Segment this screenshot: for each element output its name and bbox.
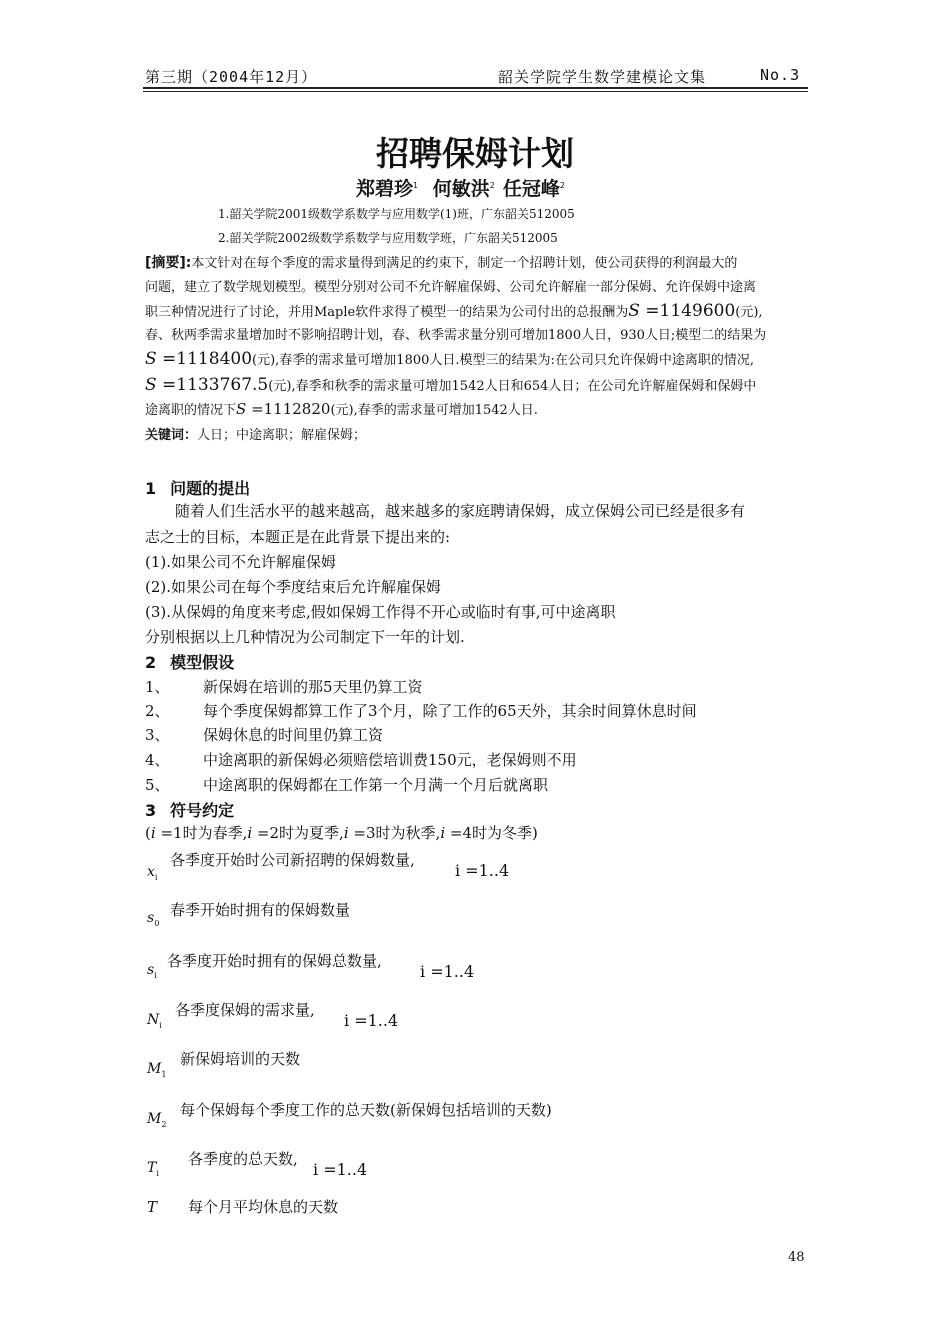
winter-text: 时为冬季) xyxy=(472,824,538,842)
value-s4: =1112820 xyxy=(246,400,331,418)
symbol-x-i xyxy=(147,864,157,882)
assumption-3-number: 3、 xyxy=(145,726,170,744)
autumn-text: 时为秋季, xyxy=(375,824,441,842)
author-3-sup: 2 xyxy=(559,180,565,190)
symbol-var: N xyxy=(147,1012,160,1028)
symbol-s-i xyxy=(147,962,157,980)
abstract-line-1 xyxy=(145,252,737,275)
symbol-var: T xyxy=(147,1198,158,1216)
symbol-m-1 xyxy=(147,1061,166,1079)
s1-paragraph-line-1: 随着人们生活水平的越来越高，越来越多的家庭聘请保姆，成立保姆公司已经是很多有 xyxy=(175,502,746,520)
symbol-var: M xyxy=(147,1111,162,1127)
section-1-number: 1 xyxy=(145,479,157,498)
abstract-unit-1: (元), xyxy=(735,305,763,320)
symbol-sub: i xyxy=(159,1020,162,1030)
abstract-text-7b: (元),春季的需求量可增加1542人日. xyxy=(330,403,538,418)
symbol-n-i-desc: 各季度保姆的需求量, xyxy=(175,1001,315,1019)
var-i: i xyxy=(150,824,156,842)
paren-open: ( xyxy=(145,824,151,842)
header-right: No.3 xyxy=(760,66,801,84)
author-line xyxy=(356,174,573,201)
eq-4: =4 xyxy=(445,824,473,842)
symbol-m-2-desc: 每个保姆每个季度工作的总天数(新保姆包括培训的天数) xyxy=(180,1101,552,1119)
eq-2: =2 xyxy=(252,824,280,842)
symbol-s-0 xyxy=(147,910,159,928)
abstract-label: [摘要]: xyxy=(145,255,192,271)
symbol-var: M xyxy=(147,1061,162,1077)
formula-s3 xyxy=(145,375,268,395)
summer-text: 时为夏季, xyxy=(279,824,344,842)
symbol-m-2 xyxy=(147,1111,166,1129)
abstract-line-5 xyxy=(145,348,754,372)
abstract-text-5: (元),春季的需求量可增加1800人日.模型三的结果为:在公司只允许保姆中途离职的情况, xyxy=(252,353,755,368)
assumption-1-text: 新保姆在培训的那5天里仍算工资 xyxy=(203,678,423,696)
formula-s4 xyxy=(236,400,330,418)
author-2-sup: 2 xyxy=(489,180,495,190)
abstract-text-6: (元),春季和秋季的需求量可增加1542人日和654人日；在公司允许解雇保姆和保姆中 xyxy=(268,379,757,394)
symbol-m-1-desc: 新保姆培训的天数 xyxy=(180,1050,301,1068)
s1-item-3: (3).从保姆的角度来考虑,假如保姆工作得不开心或临时有事,可中途离职 xyxy=(145,603,616,621)
symbol-sub: 2 xyxy=(161,1119,167,1129)
var-i: i xyxy=(247,824,253,842)
assumption-2-number: 2、 xyxy=(145,702,170,720)
symbol-t-i-desc: 各季度的总天数, xyxy=(188,1150,298,1168)
symbol-sub: 1 xyxy=(161,1069,167,1079)
section-3-title: 符号约定 xyxy=(170,801,235,820)
paper-title: 招聘保姆计划 xyxy=(376,134,574,173)
symbol-x-i-range: i =1..4 xyxy=(455,861,510,880)
assumption-4-number: 4、 xyxy=(145,751,170,769)
symbol-t-desc: 每个月平均休息的天数 xyxy=(188,1198,339,1216)
eq-1: =1 xyxy=(155,824,183,842)
value-s2: =1118400 xyxy=(156,349,253,369)
var-i: i xyxy=(343,824,349,842)
symbol-sub: i xyxy=(154,872,158,882)
affiliation-2: 2.韶关学院2002级数学系数学与应用数学班，广东韶关512005 xyxy=(218,231,558,245)
symbol-x-i-desc: 各季度开始时公司新招聘的保姆数量, xyxy=(170,851,415,869)
symbol-s-0-desc: 春季开始时拥有的保姆数量 xyxy=(170,901,351,919)
abstract-line-6 xyxy=(145,374,756,398)
s1-item-2: (2).如果公司在每个季度结束后允许解雇保姆 xyxy=(145,578,442,596)
symbol-t-i xyxy=(147,1160,159,1178)
spring-text: 时为春季, xyxy=(182,824,248,842)
symbol-t-i-range: i =1..4 xyxy=(313,1160,368,1179)
value-s3: =1133767.5 xyxy=(156,375,269,395)
abstract-line-7 xyxy=(145,398,538,422)
abstract-text-1: 本文针对在每个季度的需求量得到满足的约束下，制定一个招聘计划，使公司获得的利润最大的 xyxy=(191,256,738,271)
symbol-var: s xyxy=(147,910,155,926)
symbol-t xyxy=(147,1198,157,1216)
section-2-heading xyxy=(145,650,234,673)
symbol-s-i-desc: 各季度开始时拥有的保姆总数量, xyxy=(167,952,382,970)
author-1-sup: 1 xyxy=(413,180,419,190)
abstract-line-4: 春、秋两季需求量增加时不影响招聘计划，春、秋季需求量分别可增加1800人日，930人日;模型二的结果为 xyxy=(145,328,767,343)
section-3-number: 3 xyxy=(145,801,157,820)
author-2: 何敏洪 xyxy=(432,178,490,200)
symbol-n-i-range: i =1..4 xyxy=(344,1011,399,1030)
assumption-3-text: 保姆休息的时间里仍算工资 xyxy=(203,726,384,744)
keywords xyxy=(145,424,366,447)
symbol-var: x xyxy=(147,864,155,880)
s1-paragraph-line-2: 志之士的目标，本题正是在此背景下提出来的: xyxy=(145,528,451,546)
symbol-var: s xyxy=(147,962,155,978)
assumption-5-text: 中途离职的保姆都在工作第一个月满一个月后就离职 xyxy=(203,776,549,794)
assumption-5-number: 5、 xyxy=(145,776,170,794)
symbol-sub: i xyxy=(156,1168,159,1178)
symbol-n-i xyxy=(147,1012,162,1030)
abstract-text-7a: 途离职的情况下 xyxy=(145,403,237,418)
s1-item-1: (1).如果公司不允许解雇保姆 xyxy=(145,553,337,571)
header-rule-thin xyxy=(143,91,808,92)
var-s: S xyxy=(628,301,640,321)
value-s1: =1149600 xyxy=(639,301,736,321)
header-left: 第三期（2004年12月） xyxy=(145,68,318,86)
section-2-number: 2 xyxy=(145,653,157,672)
var-i: i xyxy=(440,824,446,842)
affiliation-1: 1.韶关学院2001级数学系数学与应用数学(1)班，广东韶关512005 xyxy=(218,207,575,221)
assumption-2-text: 每个季度保姆都算工作了3个月，除了工作的65天外，其余时间算休息时间 xyxy=(203,702,697,720)
author-3: 任冠峰 xyxy=(502,178,560,200)
section-3-heading xyxy=(145,798,234,821)
s1-paragraph-line-3: 分别根据以上几种情况为公司制定下一年的计划. xyxy=(145,628,465,646)
var-s: S xyxy=(236,400,247,418)
abstract-text-3: 职三种情况进行了讨论，并用Maple软件求得了模型一的结果为公司付出的总报酬为 xyxy=(145,305,629,320)
abstract-line-2: 问题，建立了数学规划模型。模型分别对公司不允许解雇保姆、公司允许解雇一部分保姆、允许保姆中途离 xyxy=(145,280,757,295)
section-2-title: 模型假设 xyxy=(170,653,235,672)
symbol-s-i-range: i =1..4 xyxy=(420,962,475,981)
symbol-sub: i xyxy=(154,970,157,980)
eq-3: =3 xyxy=(348,824,376,842)
section-1-heading xyxy=(145,476,250,499)
header-rule xyxy=(143,87,808,89)
var-s: S xyxy=(145,349,157,369)
page-number: 48 xyxy=(788,1250,805,1265)
season-definition xyxy=(145,822,538,843)
symbol-var: T xyxy=(147,1160,157,1176)
section-1-title: 问题的提出 xyxy=(170,479,251,498)
var-s: S xyxy=(145,375,157,395)
author-1: 郑碧珍 xyxy=(356,178,414,200)
keywords-text: 人日；中途离职；解雇保姆； xyxy=(197,428,367,443)
abstract-line-3 xyxy=(145,300,763,324)
header-center: 韶关学院学生数学建模论文集 xyxy=(498,68,707,86)
keywords-label: 关键词： xyxy=(145,428,198,443)
symbol-sub: 0 xyxy=(154,918,160,928)
assumption-1-number: 1、 xyxy=(145,678,170,696)
formula-s1 xyxy=(628,301,735,321)
formula-s2 xyxy=(145,349,252,369)
assumption-4-text: 中途离职的新保姆必须赔偿培训费150元，老保姆则不用 xyxy=(203,751,577,769)
